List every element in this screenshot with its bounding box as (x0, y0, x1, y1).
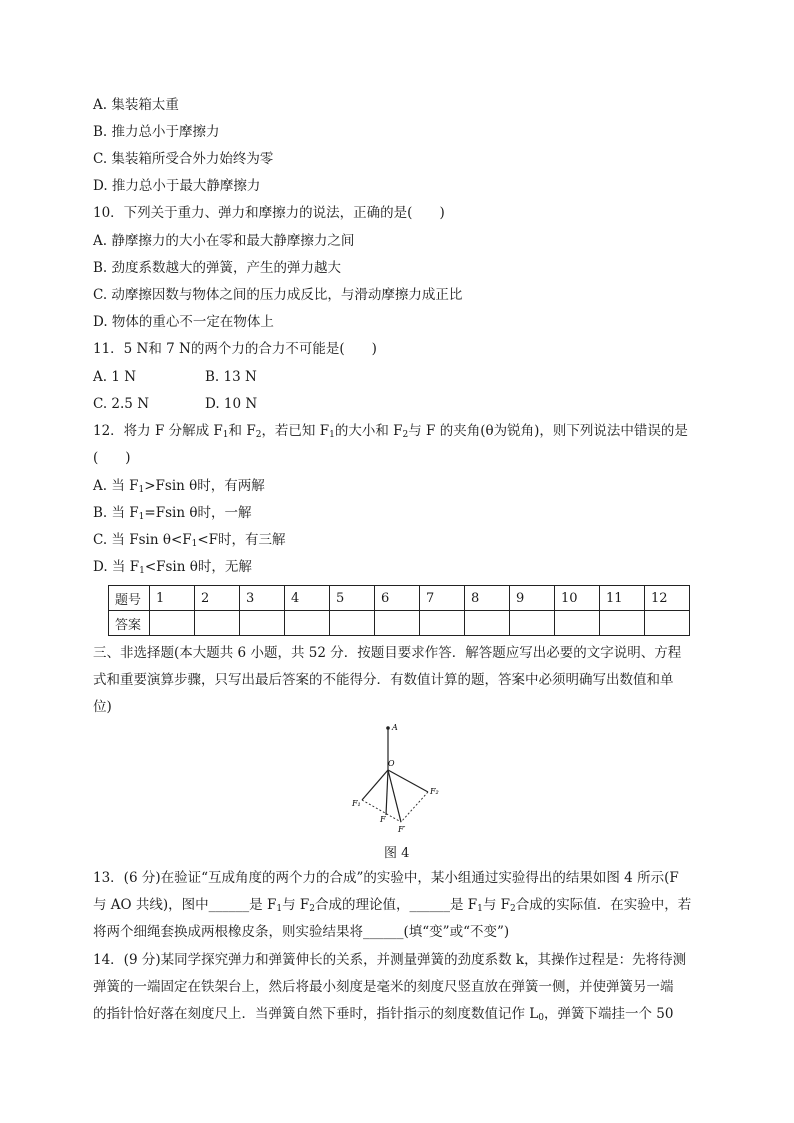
vector-f-prime (388, 770, 401, 822)
answer-cell[interactable] (285, 611, 330, 636)
q11-option-b: B. 13 N (205, 369, 257, 385)
q11-option-c: C. 2.5 N (93, 396, 150, 412)
q9-option-a: A. 集装箱太重 (93, 97, 179, 113)
answer-cell[interactable] (330, 611, 375, 636)
answer-cell[interactable] (600, 611, 645, 636)
answer-table-number: 9 (510, 586, 555, 611)
figure-caption: 图 4 (384, 846, 410, 861)
answer-table-answer-label: 答案 (109, 611, 150, 636)
q13-line-2: 与 AO 共线)，图中______是 $F_1$与 $F_2$合成的理论值，______是 $F_1$与 $F_2$合成的实际值．在实验中，若 (93, 897, 692, 914)
label-a: A (392, 723, 398, 732)
q14-line-3: 的指针恰好落在刻度尺上．当弹簧自然下垂时，指针指示的刻度数值记作 $L_0$，弹簧下端挂一个 50 (93, 1006, 674, 1023)
answer-table-answer-row (109, 611, 690, 636)
q12-stem-continued: ( ) (93, 450, 131, 466)
answer-table-number: 6 (375, 586, 420, 611)
q10-option-b: B. 劲度系数越大的弹簧，产生的弹力越大 (93, 260, 342, 276)
answer-cell[interactable] (375, 611, 420, 636)
answer-table-number: 11 (600, 586, 645, 611)
answer-table-header-row (109, 586, 690, 611)
answer-cell[interactable] (150, 611, 195, 636)
q10-stem: 10．下列关于重力、弹力和摩擦力的说法，正确的是( ) (93, 205, 445, 221)
answer-table-number: 1 (150, 586, 195, 611)
answer-cell[interactable] (510, 611, 555, 636)
q12-option-d: D. 当 $F_1<Fsin$ θ时，无解 (93, 559, 252, 576)
answer-cell[interactable] (195, 611, 240, 636)
answer-table-number: 10 (555, 586, 600, 611)
answer-table-number: 12 (645, 586, 690, 611)
answer-cell[interactable] (420, 611, 465, 636)
q11-option-a: A. 1 N (93, 369, 137, 385)
label-f1: F₁ (352, 799, 361, 808)
dashed-line-f2 (401, 792, 428, 822)
q12-stem: 12．将力 F 分解成 $F_1$和 $F_2$，若已知 $F_1$的大小和 $F_2$与 F 的夹角(θ为锐角)，则下列说法中错误的是 (93, 423, 688, 440)
q13-line-1: 13．(6 分)在验证“互成角度的两个力的合成”的实验中，某小组通过实验得出的结果如图 4 所示(F (93, 870, 679, 886)
q14-line-1: 14．(9 分)某同学探究弹力和弹簧伸长的关系，并测量弹簧的劲度系数 k，其操作过程是：先将待测 (93, 952, 687, 968)
q10-option-a: A. 静摩擦力的大小在零和最大静摩擦力之间 (93, 233, 355, 249)
q11-option-d: D. 10 N (205, 396, 258, 412)
label-f: F (380, 815, 386, 824)
answer-cell[interactable] (465, 611, 510, 636)
q9-option-b: B. 推力总小于摩擦力 (93, 124, 220, 140)
answer-table-number: 4 (285, 586, 330, 611)
q14-line-2: 弹簧的一端固定在铁架台上，然后将最小刻度是毫米的刻度尺竖直放在弹簧一侧，并使弹簧另一端 (93, 979, 674, 995)
q12-option-a: A. 当 $F_1>Fsin$ θ时，有两解 (93, 478, 265, 495)
vector-f1 (362, 770, 388, 800)
label-f-prime: F′ (398, 825, 406, 834)
q12-option-b: B. 当 $F_1=Fsin$ θ时，一解 (93, 505, 252, 522)
vector-f2 (388, 770, 428, 792)
answer-table-header-label: 题号 (109, 586, 150, 611)
answer-cell[interactable] (645, 611, 690, 636)
q10-option-d: D. 物体的重心不一定在物体上 (93, 314, 274, 330)
answer-table-number: 8 (465, 586, 510, 611)
vector-f (386, 770, 388, 815)
force-diagram (340, 718, 450, 860)
section3-instructions: 三、非选择题(本大题共 6 小题，共 52 分．按题目要求作答．解答题应写出必要的文字说明、方程式和重要演算步骤，只写出最后答案的不能得分．有数值计算的题，答案中必须明确写出数值和单位) (93, 645, 682, 715)
answer-table-number: 5 (330, 586, 375, 611)
answer-table (108, 585, 690, 636)
label-f2: F₂ (430, 787, 439, 796)
q13-line-3: 将两个细绳套换成两根橡皮条，则实验结果将______(填“变”或“不变”) (93, 924, 510, 940)
q12-option-c: C. 当 Fsin $\theta<F_1<F$时，有三解 (93, 532, 286, 549)
point-a (386, 726, 390, 730)
answer-table-number: 2 (195, 586, 240, 611)
answer-cell[interactable] (240, 611, 285, 636)
answer-cell[interactable] (555, 611, 600, 636)
q9-option-c: C. 集装箱所受合外力始终为零 (93, 151, 274, 167)
q10-option-c: C. 动摩擦因数与物体之间的压力成反比，与滑动摩擦力成正比 (93, 287, 463, 303)
answer-table-number: 7 (420, 586, 465, 611)
q9-option-d: D. 推力总小于最大静摩擦力 (93, 178, 261, 194)
q11-stem: 11．5 N和 7 N的两个力的合力不可能是( ) (93, 341, 377, 357)
answer-table-number: 3 (240, 586, 285, 611)
label-o: O (388, 759, 395, 768)
